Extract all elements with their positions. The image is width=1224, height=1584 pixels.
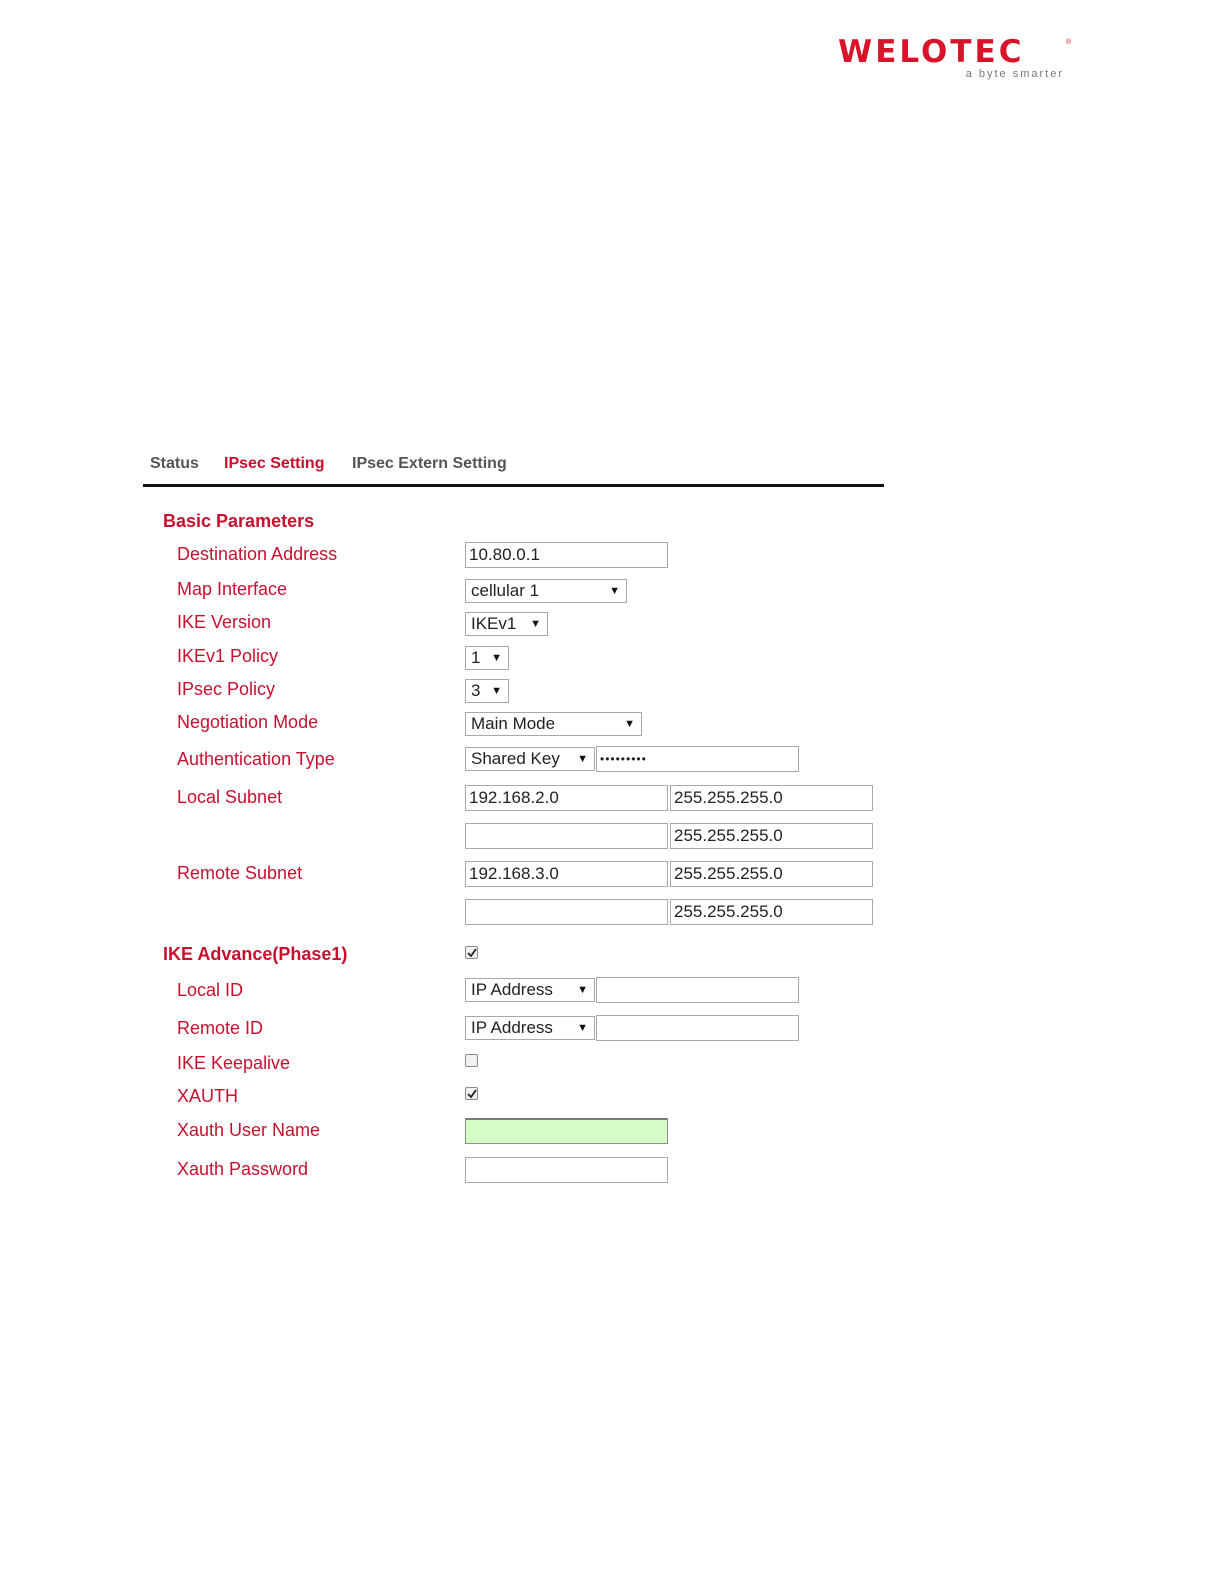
destination-address-label: Destination Address (177, 544, 338, 564)
dropdown-arrow-icon: ▼ (530, 618, 541, 630)
remote-subnet-label: Remote Subnet (177, 863, 303, 883)
ipsec-policy-label: IPsec Policy (177, 679, 276, 699)
dropdown-arrow-icon: ▼ (577, 753, 588, 765)
brand-logo (838, 36, 1074, 86)
map-interface-value: cellular 1 (471, 581, 540, 600)
remote-id-label: Remote ID (177, 1018, 264, 1038)
local-subnet-mask-input[interactable] (670, 785, 873, 811)
local-id-input[interactable] (596, 977, 799, 1003)
authentication-type-select[interactable] (465, 747, 595, 771)
dropdown-arrow-icon: ▼ (609, 585, 620, 597)
negotiation-mode-select[interactable] (465, 712, 642, 736)
map-interface-select[interactable] (465, 579, 627, 603)
ikev1-policy-value: 1 (471, 648, 481, 667)
xauth-user-name-input[interactable] (465, 1118, 668, 1144)
basic-parameters-heading: Basic Parameters (163, 511, 315, 531)
remote-subnet-mask-input[interactable] (670, 861, 873, 887)
tab-ipsec-extern-setting[interactable]: IPsec Extern Setting (352, 455, 507, 472)
local-subnet-ip-input-2[interactable] (465, 823, 668, 849)
dropdown-arrow-icon: ▼ (624, 718, 635, 730)
local-subnet-ip-input[interactable] (465, 785, 668, 811)
negotiation-mode-label: Negotiation Mode (177, 712, 319, 732)
ikev1-policy-label: IKEv1 Policy (177, 646, 279, 666)
logo-wordmark: WELOTEC (838, 34, 1025, 70)
remote-subnet-mask-input-2[interactable] (670, 899, 873, 925)
tab-ipsec-setting[interactable]: IPsec Setting (224, 455, 325, 472)
shared-key-input[interactable] (596, 746, 799, 772)
ike-version-select[interactable] (465, 612, 548, 636)
xauth-user-name-label: Xauth User Name (177, 1120, 321, 1140)
authentication-type-value: Shared Key (471, 749, 560, 768)
remote-subnet-ip-input-2[interactable] (465, 899, 668, 925)
checkmark-icon (467, 948, 477, 958)
map-interface-label: Map Interface (177, 579, 288, 599)
local-id-type-select[interactable] (465, 978, 595, 1002)
ipsec-policy-select[interactable] (465, 679, 509, 703)
registered-mark: ® (1066, 39, 1072, 46)
dropdown-arrow-icon: ▼ (491, 652, 502, 664)
local-id-type-value: IP Address (471, 980, 553, 999)
tab-underline (143, 484, 884, 487)
ike-keepalive-checkbox[interactable] (465, 1054, 478, 1067)
xauth-password-label: Xauth Password (177, 1159, 309, 1179)
ike-advance-checkbox[interactable] (465, 946, 478, 959)
remote-id-type-value: IP Address (471, 1018, 553, 1037)
ipsec-policy-value: 3 (471, 681, 481, 700)
dropdown-arrow-icon: ▼ (577, 984, 588, 996)
dropdown-arrow-icon: ▼ (491, 685, 502, 697)
authentication-type-label: Authentication Type (177, 749, 335, 769)
dropdown-arrow-icon: ▼ (577, 1022, 588, 1034)
negotiation-mode-value: Main Mode (471, 714, 556, 733)
tab-status[interactable]: Status (150, 455, 199, 472)
checkmark-icon (467, 1089, 477, 1099)
ike-version-value: IKEv1 (471, 614, 517, 633)
xauth-label: XAUTH (177, 1086, 239, 1106)
xauth-password-input[interactable] (465, 1157, 668, 1183)
logo-tagline: a byte smarter (965, 68, 1064, 80)
ike-advance-heading: IKE Advance(Phase1) (163, 944, 348, 964)
remote-id-input[interactable] (596, 1015, 799, 1041)
ike-keepalive-label: IKE Keepalive (177, 1053, 291, 1073)
destination-address-input[interactable] (465, 542, 668, 568)
remote-subnet-ip-input[interactable] (465, 861, 668, 887)
local-subnet-label: Local Subnet (177, 787, 283, 807)
local-subnet-mask-input-2[interactable] (670, 823, 873, 849)
ikev1-policy-select[interactable] (465, 646, 509, 670)
xauth-checkbox[interactable] (465, 1087, 478, 1100)
local-id-label: Local ID (177, 980, 244, 1000)
ike-version-label: IKE Version (177, 612, 272, 632)
remote-id-type-select[interactable] (465, 1016, 595, 1040)
